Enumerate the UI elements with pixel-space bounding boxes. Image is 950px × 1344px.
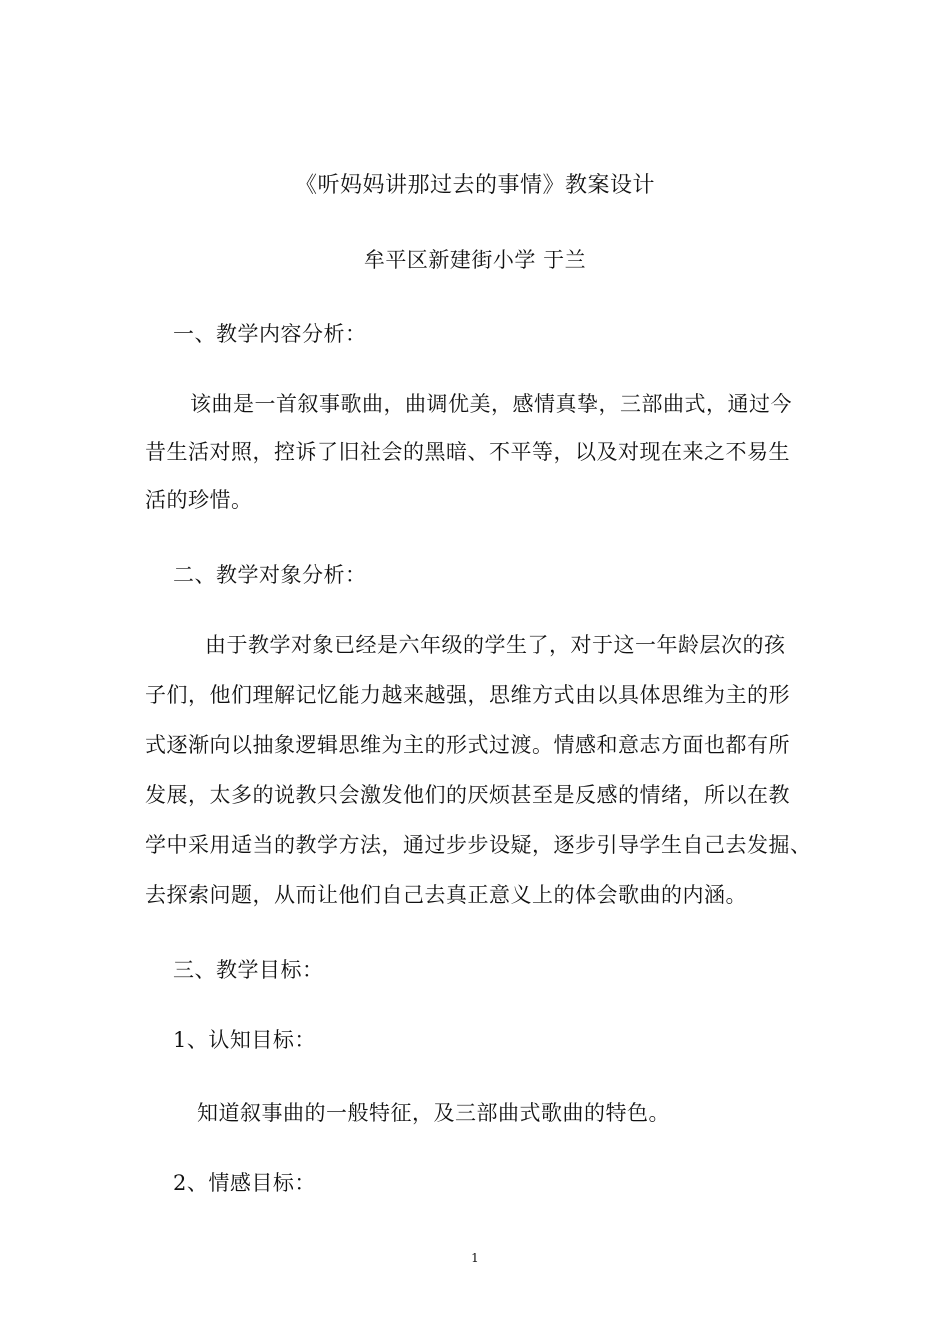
paragraph-2-line-4: 发展，太多的说教只会激发他们的厌烦甚至是反感的情绪，所以在教 bbox=[145, 783, 790, 807]
page-number: 1 bbox=[471, 1251, 479, 1265]
section-heading-1: 一、教学内容分析： bbox=[173, 322, 367, 346]
paragraph-2-line-5: 学中采用适当的教学方法，通过步步设疑，逐步引导学生自己去发掘、 bbox=[145, 833, 812, 857]
paragraph-1-line-2: 昔生活对照，控诉了旧社会的黑暗、不平等，以及对现在来之不易生 bbox=[145, 440, 790, 464]
section-heading-2: 二、教学对象分析： bbox=[173, 563, 367, 587]
paragraph-2-line-3: 式逐渐向以抽象逻辑思维为主的形式过渡。情感和意志方面也都有所 bbox=[145, 733, 790, 757]
paragraph-1-line-3: 活的珍惜。 bbox=[145, 488, 253, 512]
section-heading-3: 三、教学目标： bbox=[173, 958, 324, 982]
subheading-cognitive-goal: 1、认知目标： bbox=[173, 1028, 316, 1052]
subheading-emotional-goal: 2、情感目标： bbox=[173, 1171, 316, 1195]
paragraph-2-line-2: 子们，他们理解记忆能力越来越强，思维方式由以具体思维为主的形 bbox=[145, 683, 790, 707]
paragraph-1-line-1: 该曲是一首叙事歌曲，曲调优美，感情真挚，三部曲式，通过今 bbox=[190, 392, 792, 416]
paragraph-3: 知道叙事曲的一般特征，及三部曲式歌曲的特色。 bbox=[197, 1101, 670, 1125]
paragraph-2-line-6: 去探索问题，从而让他们自己去真正意义上的体会歌曲的内涵。 bbox=[145, 883, 747, 907]
paragraph-2-line-1: 由于教学对象已经是六年级的学生了，对于这一年龄层次的孩 bbox=[205, 633, 786, 657]
document-title: 《听妈妈讲那过去的事情》教案设计 bbox=[294, 173, 655, 198]
author-line: 牟平区新建街小学 于兰 bbox=[363, 248, 587, 272]
